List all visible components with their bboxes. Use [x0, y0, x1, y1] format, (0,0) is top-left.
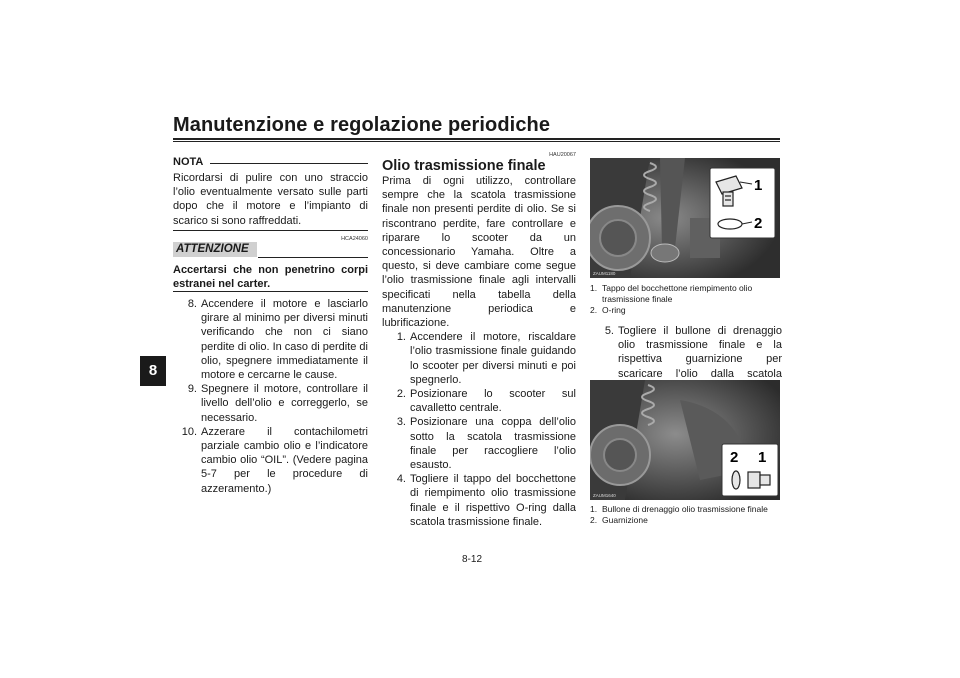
- step-number: 1.: [396, 331, 406, 344]
- chapter-tab: 8: [140, 356, 166, 386]
- step-item: [173, 297, 368, 382]
- callout-2: 2: [754, 215, 763, 232]
- figure-code: ZAUM1640: [593, 493, 616, 498]
- nota-end-rule: [173, 230, 368, 231]
- caption-text: Tappo del bocchettone riempimento olio trasmissione finale: [602, 283, 753, 304]
- attenzione-rule: [258, 257, 368, 258]
- section-code: HAU20067: [549, 152, 576, 158]
- caption-number: 1.: [590, 504, 598, 514]
- attenzione-badge: ATTENZIONE: [173, 242, 257, 257]
- caption-item: [590, 504, 782, 515]
- step-number: 9.: [187, 383, 197, 396]
- section-body: [382, 174, 576, 529]
- caption-item: [590, 305, 782, 316]
- step-text: Posizionare una coppa dell’olio sotto la scatola trasmissione finale per raccogliere l’olio esausto.: [410, 416, 576, 472]
- callout-1: 1: [754, 177, 763, 194]
- section-title: Olio trasmissione finale: [382, 158, 546, 174]
- header-rule-thin: [173, 141, 780, 142]
- step-number: 10.: [181, 425, 197, 438]
- steps-left: [173, 297, 368, 496]
- attenzione-code: HCA24060: [341, 236, 368, 242]
- step-number: 5.: [604, 325, 614, 337]
- caption-text: O-ring: [602, 305, 626, 315]
- step-text: Posizionare lo scooter sul cavalletto centrale.: [410, 388, 576, 415]
- step-text: Togliere il tappo del bocchettone di riempimento olio trasmissione finale e il rispettivo O-ring dalla scatola trasmissione finale.: [410, 473, 576, 528]
- callout-2: 2: [730, 449, 739, 466]
- step-number: 3.: [396, 416, 406, 429]
- step-text: Azzerare il contachilometri parziale cambio olio e l’indicatore cambio olio “OIL”. (Vedere pagina 5-7 per le procedure di azzeramento.): [201, 425, 368, 495]
- caption-text: Bullone di drenaggio olio trasmissione finale: [602, 504, 768, 514]
- section-intro: Prima di ogni utilizzo, controllare sempre che la scatola trasmissione finale non presenti perdite di olio. Se si riscontrano perdite, fare controllare e riparare lo scooter da un concessionario Yamaha. Oltre a questo, si deve cambiare come segue l’olio trasmissione finale agli intervalli specificati nella tabella della manutenzione periodica e lubrificazione.: [382, 175, 576, 330]
- caption-number: 2.: [590, 305, 598, 315]
- step-text: Accendere il motore, riscaldare l’olio trasmissione finale guidando lo scooter per diversi minuti e poi spegnerlo.: [410, 331, 576, 386]
- caption-item: [590, 283, 782, 305]
- step-text: Spegnere il motore, controllare il livello dell’olio e correggerlo, se necessario.: [201, 383, 368, 424]
- nota-label: NOTA: [173, 156, 204, 168]
- caption-text: Guarnizione: [602, 515, 648, 525]
- figure-code: ZAUM1180: [593, 271, 616, 276]
- nota-text: Ricordarsi di pulire con uno straccio l’olio eventualmente versato sulle parti dopo che il motore e l’impianto di scarico si sono raffreddati.: [173, 172, 368, 227]
- figure2-captions: [590, 504, 782, 526]
- step-item: [382, 330, 576, 387]
- step-number: 4.: [396, 473, 406, 486]
- step-item: [382, 472, 576, 529]
- step-item: [382, 387, 576, 415]
- page-number: 8-12: [462, 554, 483, 565]
- step-text: Accendere il motore e lasciarlo girare al minimo per diversi minuti verificando che non ci siano perdite di olio. In caso di perdite di olio, spegnere immediatamente il motore e cercarne le cause.: [201, 298, 368, 382]
- callout-1: 1: [758, 449, 767, 466]
- caption-item: [590, 515, 782, 526]
- step-item: [173, 425, 368, 496]
- nota-rule: [210, 163, 368, 164]
- attenzione-text: Accertarsi che non penetrino corpi estranei nel carter.: [173, 264, 368, 291]
- page-title: Manutenzione e regolazione periodiche: [173, 114, 551, 136]
- engine-illustration: [590, 158, 780, 278]
- step-text: Togliere il bullone di drenaggio olio trasmissione finale e la rispettiva guarnizione per scaricare l’olio dalla scatola: [618, 325, 782, 380]
- attenzione-end-rule: [173, 291, 368, 292]
- header-rule: [173, 138, 780, 140]
- step-number: 8.: [187, 298, 197, 310]
- step-item: [382, 415, 576, 472]
- step-item: [173, 382, 368, 425]
- figure-filler-cap-photo: [590, 158, 780, 278]
- step-number: 2.: [396, 388, 406, 401]
- figure-drain-bolt-photo: [590, 380, 780, 500]
- engine-illustration: [590, 380, 780, 500]
- caption-number: 1.: [590, 283, 598, 293]
- caption-number: 2.: [590, 515, 598, 525]
- figure1-captions: [590, 283, 782, 316]
